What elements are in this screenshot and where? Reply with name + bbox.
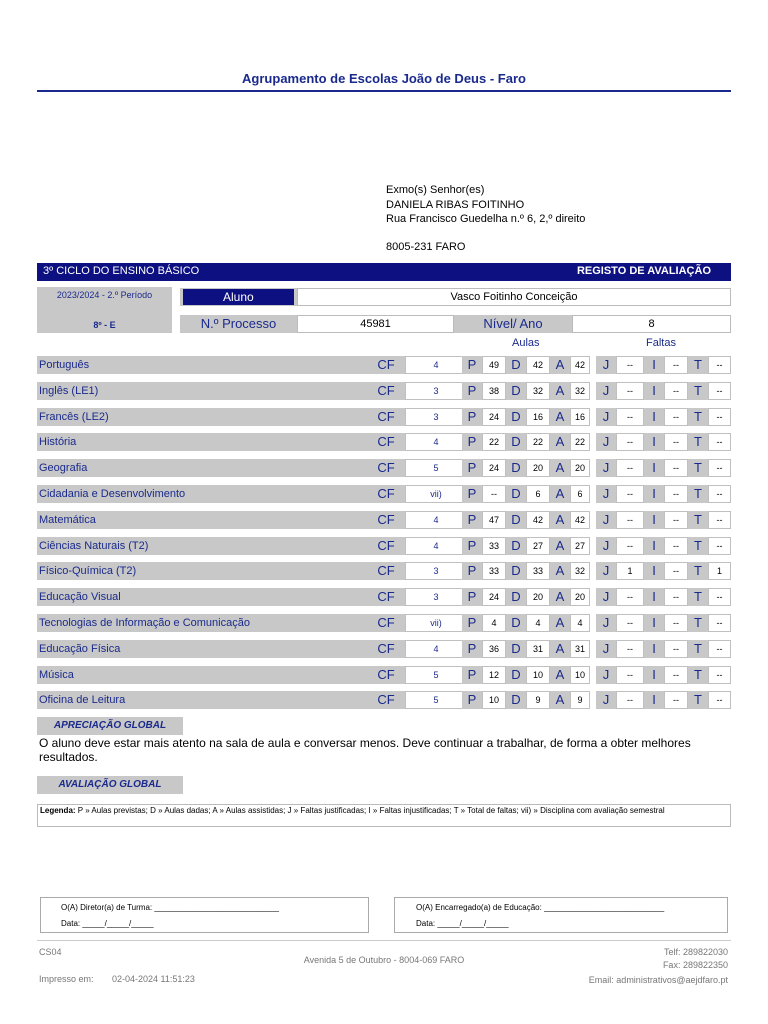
j-label: J: [596, 485, 616, 503]
j-label: J: [596, 588, 616, 606]
i-value: --: [664, 433, 688, 451]
aulas-header: Aulas: [512, 337, 540, 349]
table-row: [37, 691, 731, 709]
cf-value: 4: [405, 640, 467, 658]
d-value: 22: [526, 433, 550, 451]
p-value: 38: [482, 382, 506, 400]
d-value: 33: [526, 562, 550, 580]
a-label: A: [550, 640, 570, 658]
table-row: [37, 640, 731, 658]
a-value: 9: [570, 691, 590, 709]
table-row: [37, 433, 731, 451]
j-label: J: [596, 666, 616, 684]
t-label: T: [688, 485, 708, 503]
a-value: 42: [570, 356, 590, 374]
cf-value: 5: [405, 666, 467, 684]
d-label: D: [506, 433, 526, 451]
cf-label: CF: [367, 614, 405, 632]
cf-label: CF: [367, 408, 405, 426]
i-value: --: [664, 356, 688, 374]
footer-divider: [37, 940, 731, 941]
p-label: P: [462, 433, 482, 451]
i-label: I: [644, 408, 664, 426]
p-label: P: [462, 562, 482, 580]
footer-fax: Fax: 289822350: [662, 960, 728, 970]
cf-value: 3: [405, 408, 467, 426]
j-value: --: [616, 614, 644, 632]
t-value: --: [708, 614, 731, 632]
table-row: [37, 666, 731, 684]
p-value: 24: [482, 588, 506, 606]
p-label: P: [462, 640, 482, 658]
subject-name: Tecnologias de Informação e Comunicação: [37, 614, 367, 632]
faltas-header: Faltas: [646, 337, 676, 349]
p-label: P: [462, 485, 482, 503]
i-label: I: [644, 562, 664, 580]
p-value: 36: [482, 640, 506, 658]
table-row: [37, 614, 731, 632]
j-value: --: [616, 691, 644, 709]
j-label: J: [596, 382, 616, 400]
table-row: [37, 459, 731, 477]
d-label: D: [506, 640, 526, 658]
j-label: J: [596, 433, 616, 451]
j-label: J: [596, 511, 616, 529]
cf-value: vii): [405, 614, 467, 632]
d-value: 42: [526, 511, 550, 529]
subject-name: Matemática: [37, 511, 367, 529]
p-value: 49: [482, 356, 506, 374]
subject-name: Português: [37, 356, 367, 374]
apreciacao-label: APRECIAÇÃO GLOBAL: [37, 717, 183, 735]
school-name: Agrupamento de Escolas João de Deus - Faro: [242, 71, 526, 86]
i-label: I: [644, 691, 664, 709]
subject-name: Inglês (LE1): [37, 382, 367, 400]
guardian-signature-box: [394, 897, 728, 933]
p-value: 12: [482, 666, 506, 684]
t-value: --: [708, 485, 731, 503]
subject-name: Educação Física: [37, 640, 367, 658]
cf-value: 3: [405, 588, 467, 606]
a-value: 10: [570, 666, 590, 684]
recipient-postal: 8005-231 FARO: [386, 241, 466, 253]
t-value: --: [708, 666, 731, 684]
t-label: T: [688, 640, 708, 658]
a-value: 20: [570, 588, 590, 606]
a-value: 16: [570, 408, 590, 426]
j-value: --: [616, 511, 644, 529]
j-value: --: [616, 640, 644, 658]
recipient-salutation: Exmo(s) Senhor(es): [386, 184, 485, 196]
p-value: 10: [482, 691, 506, 709]
nivel-label: Nível/ Ano: [454, 315, 572, 333]
p-label: P: [462, 356, 482, 374]
t-label: T: [688, 666, 708, 684]
t-label: T: [688, 408, 708, 426]
d-label: D: [506, 588, 526, 606]
d-value: 31: [526, 640, 550, 658]
d-label: D: [506, 614, 526, 632]
apreciacao-text: O aluno deve estar mais atento na sala de aula e conversar menos. Deve continuar a trabalhar, de forma a obter melhores resultados.: [39, 736, 691, 764]
director-date-line: Data: _____/_____/_____: [61, 919, 154, 928]
a-label: A: [550, 356, 570, 374]
a-label: A: [550, 588, 570, 606]
table-row: [37, 485, 731, 503]
j-label: J: [596, 614, 616, 632]
cf-label: CF: [367, 356, 405, 374]
table-row: [37, 588, 731, 606]
a-value: 20: [570, 459, 590, 477]
i-label: I: [644, 588, 664, 606]
i-value: --: [664, 408, 688, 426]
i-label: I: [644, 433, 664, 451]
subject-name: Ciências Naturais (T2): [37, 537, 367, 555]
p-value: --: [482, 485, 506, 503]
cf-label: CF: [367, 459, 405, 477]
p-value: 47: [482, 511, 506, 529]
j-label: J: [596, 459, 616, 477]
table-row: [37, 562, 731, 580]
a-value: 31: [570, 640, 590, 658]
d-label: D: [506, 459, 526, 477]
cf-value: 3: [405, 382, 467, 400]
t-value: --: [708, 537, 731, 555]
period-label: 2023/2024 - 2.º Período: [56, 290, 153, 300]
title-bar: [37, 263, 731, 281]
processo-value: 45981: [297, 315, 454, 333]
t-value: 1: [708, 562, 731, 580]
a-label: A: [550, 537, 570, 555]
d-value: 6: [526, 485, 550, 503]
a-label: A: [550, 433, 570, 451]
a-label: A: [550, 485, 570, 503]
j-value: --: [616, 433, 644, 451]
aluno-label-cell: [180, 288, 297, 306]
p-label: P: [462, 666, 482, 684]
d-value: 16: [526, 408, 550, 426]
i-value: --: [664, 640, 688, 658]
cf-label: CF: [367, 485, 405, 503]
a-label: A: [550, 666, 570, 684]
d-value: 27: [526, 537, 550, 555]
legend-label: Legenda:: [40, 806, 76, 815]
cf-value: vii): [405, 485, 467, 503]
cf-label: CF: [367, 537, 405, 555]
subject-name: Música: [37, 666, 367, 684]
p-value: 24: [482, 408, 506, 426]
a-value: 32: [570, 382, 590, 400]
i-value: --: [664, 614, 688, 632]
a-value: 6: [570, 485, 590, 503]
p-label: P: [462, 382, 482, 400]
i-value: --: [664, 588, 688, 606]
cf-value: 4: [405, 433, 467, 451]
a-value: 27: [570, 537, 590, 555]
j-value: --: [616, 666, 644, 684]
subject-name: História: [37, 433, 367, 451]
cf-label: CF: [367, 640, 405, 658]
d-label: D: [506, 666, 526, 684]
i-label: I: [644, 614, 664, 632]
subject-name: Educação Visual: [37, 588, 367, 606]
j-label: J: [596, 640, 616, 658]
cf-value: 5: [405, 459, 467, 477]
i-value: --: [664, 691, 688, 709]
d-value: 9: [526, 691, 550, 709]
d-label: D: [506, 537, 526, 555]
i-label: I: [644, 537, 664, 555]
p-value: 24: [482, 459, 506, 477]
a-label: A: [550, 382, 570, 400]
cf-value: 3: [405, 562, 467, 580]
d-value: 10: [526, 666, 550, 684]
t-label: T: [688, 356, 708, 374]
t-value: --: [708, 640, 731, 658]
cf-value: 4: [405, 511, 467, 529]
t-label: T: [688, 691, 708, 709]
table-row: [37, 408, 731, 426]
a-value: 4: [570, 614, 590, 632]
footer-email: Email: administrativos@aejdfaro.pt: [588, 975, 728, 985]
p-value: 4: [482, 614, 506, 632]
i-label: I: [644, 640, 664, 658]
d-label: D: [506, 562, 526, 580]
d-label: D: [506, 382, 526, 400]
legend: [37, 804, 731, 827]
subject-name: Francês (LE2): [37, 408, 367, 426]
printed-label: Impresso em:: [39, 974, 94, 984]
class-label: 8º - E: [93, 320, 116, 330]
cf-value: 5: [405, 691, 467, 709]
i-label: I: [644, 356, 664, 374]
i-label: I: [644, 459, 664, 477]
t-label: T: [688, 588, 708, 606]
t-value: --: [708, 691, 731, 709]
table-row: [37, 356, 731, 374]
p-label: P: [462, 511, 482, 529]
j-value: --: [616, 459, 644, 477]
t-value: --: [708, 459, 731, 477]
record-label: REGISTO DE AVALIAÇÃO: [576, 265, 711, 277]
d-value: 20: [526, 459, 550, 477]
footer-tel: Telf: 289822030: [663, 947, 728, 957]
i-value: --: [664, 459, 688, 477]
t-value: --: [708, 511, 731, 529]
i-value: --: [664, 485, 688, 503]
d-label: D: [506, 511, 526, 529]
subject-name: Físico-Química (T2): [37, 562, 367, 580]
j-value: --: [616, 485, 644, 503]
i-value: --: [664, 511, 688, 529]
t-value: --: [708, 382, 731, 400]
j-value: --: [616, 382, 644, 400]
j-label: J: [596, 537, 616, 555]
footer-code: CS04: [39, 947, 62, 957]
a-label: A: [550, 408, 570, 426]
cycle-label: 3º CICLO DO ENSINO BÁSICO: [43, 265, 200, 277]
i-label: I: [644, 666, 664, 684]
table-row: [37, 382, 731, 400]
d-value: 20: [526, 588, 550, 606]
recipient-street: Rua Francisco Guedelha n.º 6, 2,º direito: [386, 213, 586, 225]
t-label: T: [688, 511, 708, 529]
footer-address: Avenida 5 de Outubro - 8004-069 FARO: [303, 955, 465, 965]
j-value: 1: [616, 562, 644, 580]
a-value: 22: [570, 433, 590, 451]
cf-value: 4: [405, 356, 467, 374]
j-value: --: [616, 408, 644, 426]
j-label: J: [596, 691, 616, 709]
d-label: D: [506, 356, 526, 374]
student-name: Vasco Foitinho Conceição: [297, 288, 731, 306]
guardian-signature-line: O(A) Encarregado(a) de Educação: ___________________________: [416, 903, 665, 912]
p-label: P: [462, 691, 482, 709]
t-label: T: [688, 433, 708, 451]
a-value: 32: [570, 562, 590, 580]
p-label: P: [462, 537, 482, 555]
t-label: T: [688, 382, 708, 400]
d-value: 32: [526, 382, 550, 400]
subject-name: Oficina de Leitura: [37, 691, 367, 709]
p-value: 33: [482, 537, 506, 555]
table-row: [37, 511, 731, 529]
i-value: --: [664, 666, 688, 684]
cf-label: CF: [367, 666, 405, 684]
director-signature-box: [40, 897, 369, 933]
cf-label: CF: [367, 562, 405, 580]
cf-label: CF: [367, 588, 405, 606]
a-label: A: [550, 459, 570, 477]
legend-text: P » Aulas previstas; D » Aulas dadas; A » Aulas assistidas; J » Faltas justificadas; I » Faltas injustificadas; T » Total de faltas; vii) » Disciplina com avaliação semestral: [75, 806, 665, 815]
j-label: J: [596, 562, 616, 580]
d-label: D: [506, 485, 526, 503]
a-label: A: [550, 691, 570, 709]
i-value: --: [664, 537, 688, 555]
t-label: T: [688, 614, 708, 632]
d-label: D: [506, 691, 526, 709]
j-value: --: [616, 588, 644, 606]
i-label: I: [644, 511, 664, 529]
printed-date: 02-04-2024 11:51:23: [112, 974, 195, 984]
nivel-value: 8: [572, 315, 731, 333]
p-label: P: [462, 588, 482, 606]
p-value: 22: [482, 433, 506, 451]
j-value: --: [616, 356, 644, 374]
director-signature-line: O(A) Diretor(a) de Turma: ____________________________: [61, 903, 279, 912]
a-label: A: [550, 614, 570, 632]
period-class-panel: [37, 287, 172, 333]
t-value: --: [708, 356, 731, 374]
t-label: T: [688, 537, 708, 555]
d-value: 42: [526, 356, 550, 374]
processo-label: N.º Processo: [180, 315, 297, 333]
i-value: --: [664, 562, 688, 580]
t-value: --: [708, 588, 731, 606]
d-label: D: [506, 408, 526, 426]
cf-label: CF: [367, 511, 405, 529]
a-label: A: [550, 562, 570, 580]
guardian-date-line: Data: _____/_____/_____: [416, 919, 509, 928]
j-value: --: [616, 537, 644, 555]
cf-label: CF: [367, 691, 405, 709]
i-value: --: [664, 382, 688, 400]
t-value: --: [708, 433, 731, 451]
p-label: P: [462, 408, 482, 426]
p-label: P: [462, 614, 482, 632]
avaliacao-label: AVALIAÇÃO GLOBAL: [37, 776, 183, 794]
p-label: P: [462, 459, 482, 477]
t-label: T: [688, 459, 708, 477]
recipient-name: DANIELA RIBAS FOITINHO: [386, 199, 525, 211]
cf-value: 4: [405, 537, 467, 555]
i-label: I: [644, 485, 664, 503]
j-label: J: [596, 356, 616, 374]
header-divider: [37, 90, 731, 92]
subject-name: Geografia: [37, 459, 367, 477]
d-value: 4: [526, 614, 550, 632]
p-value: 33: [482, 562, 506, 580]
cf-label: CF: [367, 382, 405, 400]
subject-name: Cidadania e Desenvolvimento: [37, 485, 367, 503]
a-value: 42: [570, 511, 590, 529]
cf-label: CF: [367, 433, 405, 451]
t-label: T: [688, 562, 708, 580]
table-row: [37, 537, 731, 555]
a-label: A: [550, 511, 570, 529]
j-label: J: [596, 408, 616, 426]
i-label: I: [644, 382, 664, 400]
t-value: --: [708, 408, 731, 426]
aluno-label: Aluno: [183, 289, 294, 305]
